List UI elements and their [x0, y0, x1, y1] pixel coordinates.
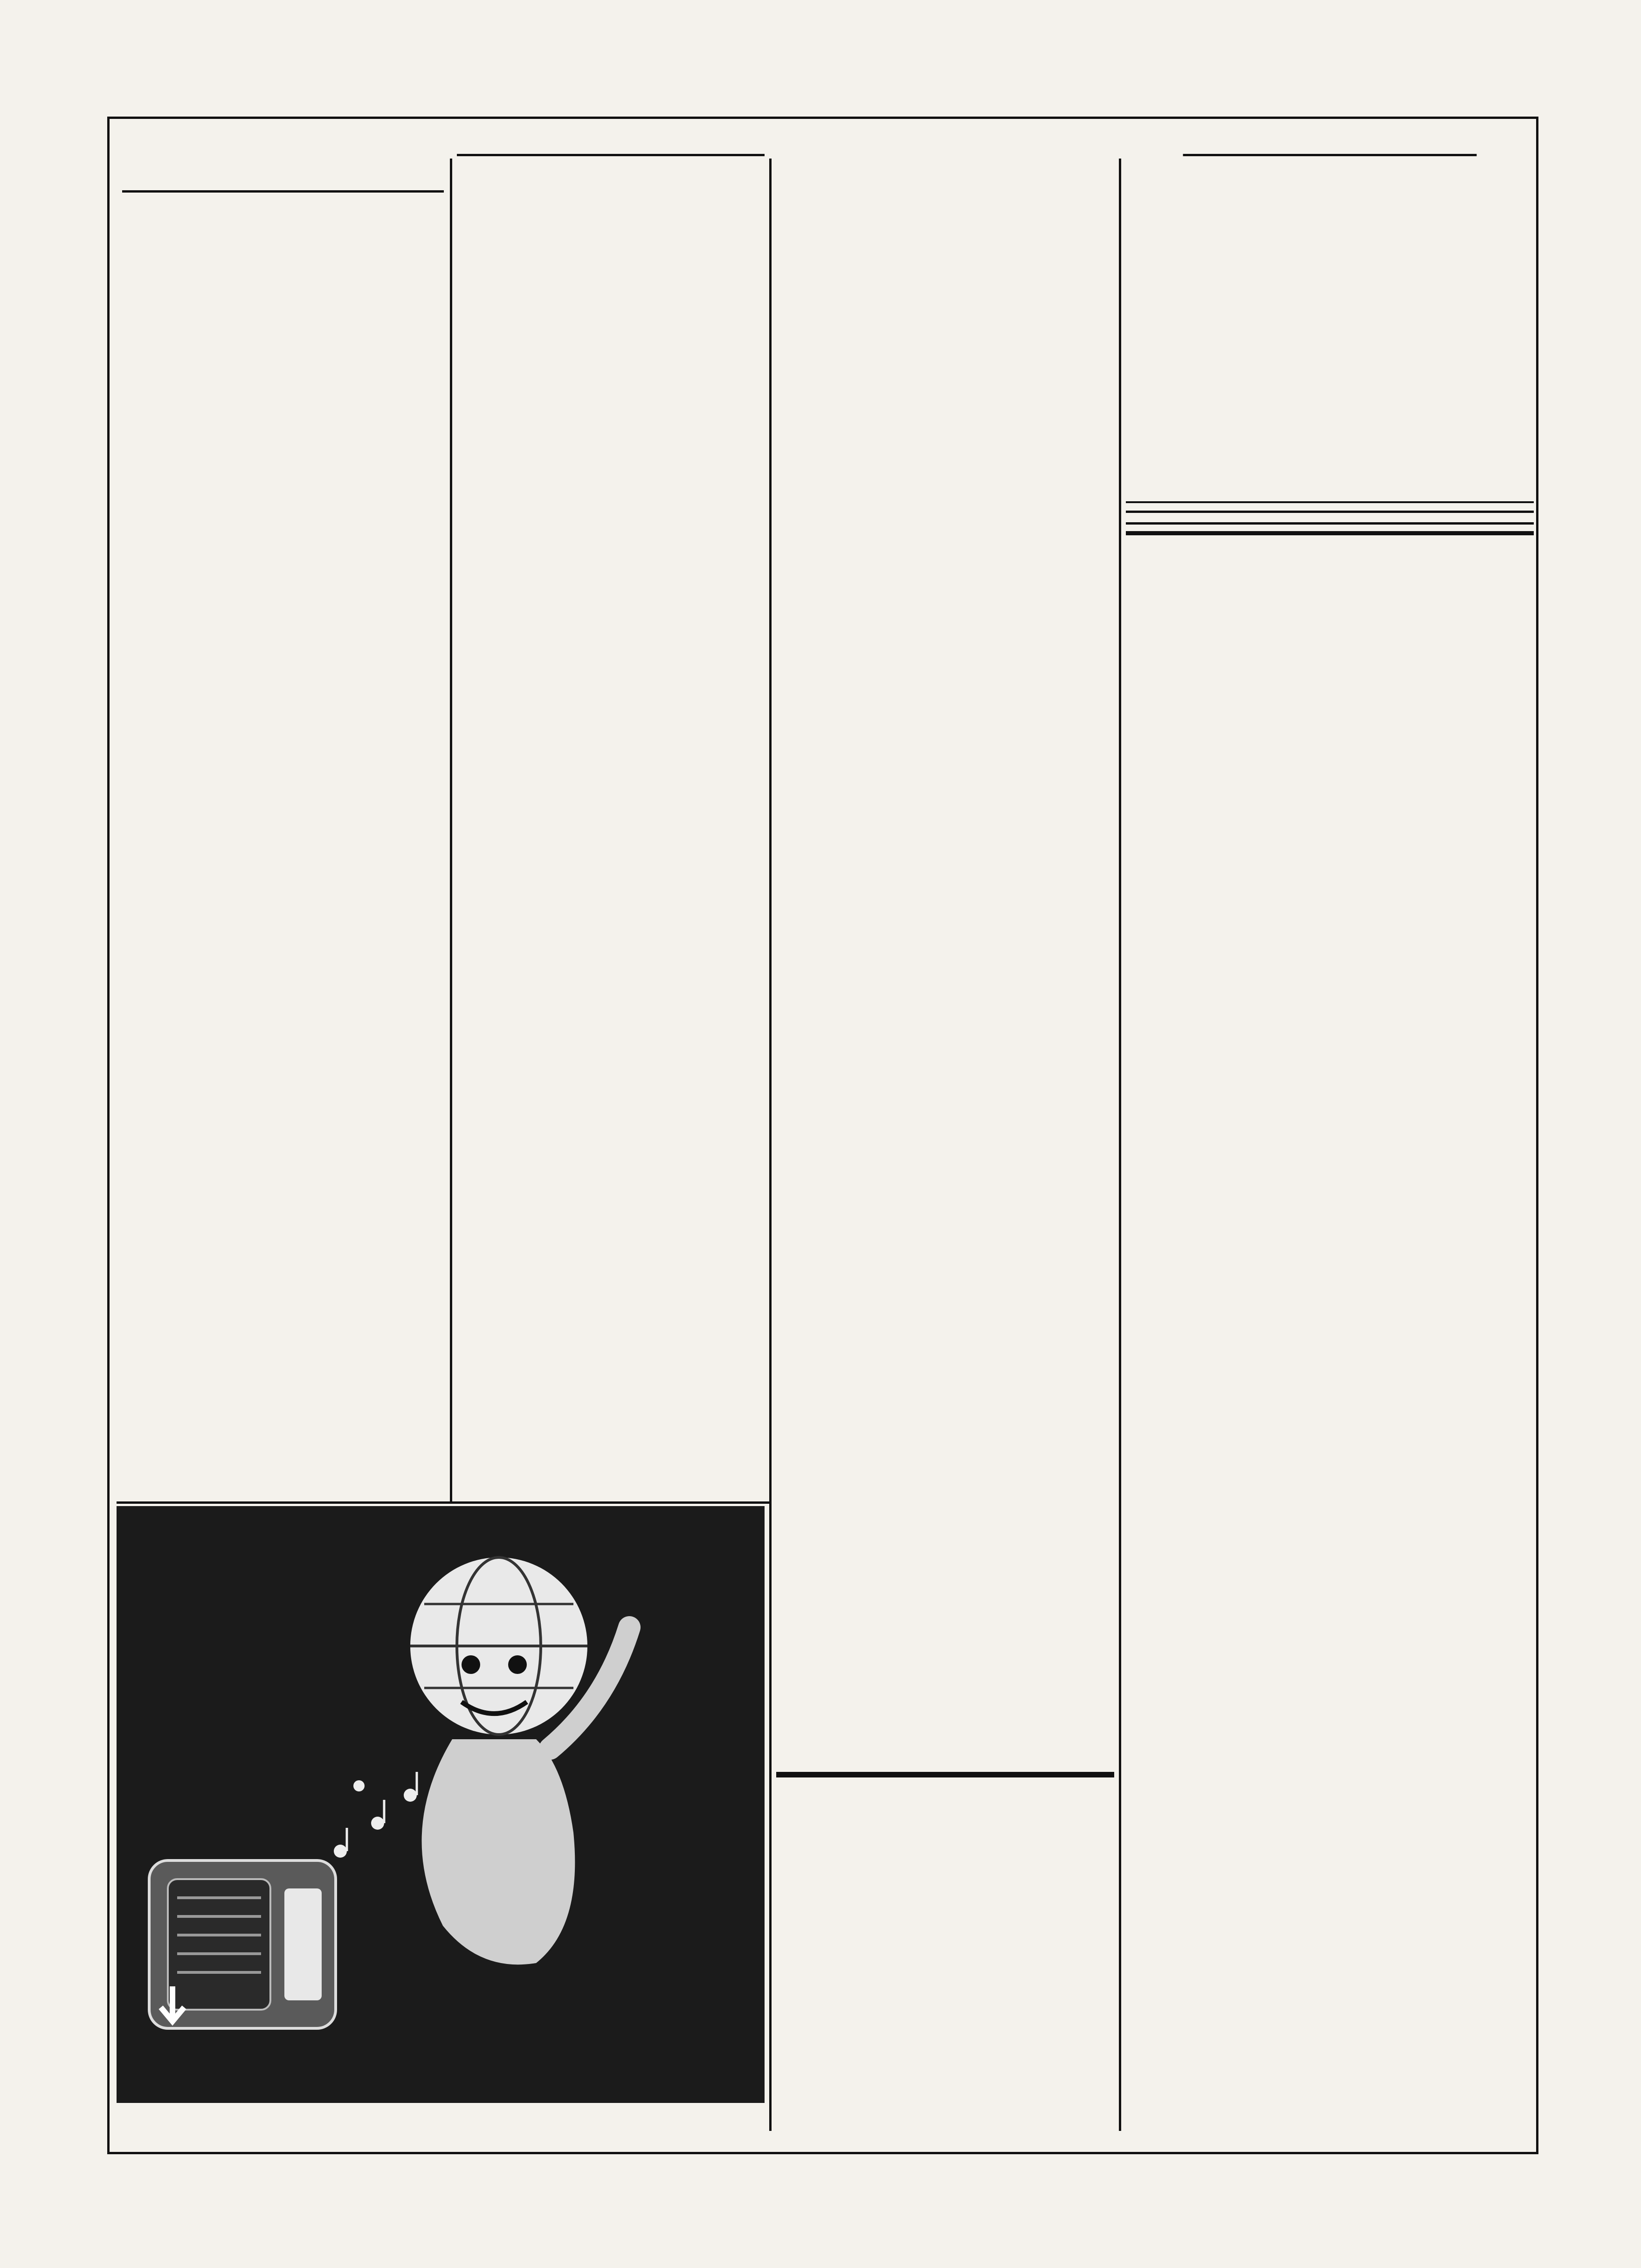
crossword-grid-area	[1126, 162, 1534, 498]
crossword-grid[interactable]	[1163, 190, 1480, 507]
column-divider	[769, 159, 772, 2131]
intendente-ad	[776, 1772, 1114, 2129]
music-banner	[457, 154, 765, 156]
masthead	[107, 56, 1534, 107]
ad-address-row	[776, 1776, 1114, 1777]
right-column	[1126, 154, 1534, 2131]
crossword-banner	[1183, 154, 1477, 156]
column-divider	[450, 159, 452, 1501]
globe-head-icon	[410, 1557, 587, 1735]
radio-set-icon	[149, 1860, 336, 2028]
luxor-illustration	[117, 1506, 765, 2103]
luxor-radio-ad	[117, 1506, 765, 2103]
section-divider	[117, 1501, 769, 1504]
column-divider	[1119, 159, 1121, 2131]
rossio-ad	[1126, 531, 1534, 535]
music-column-left	[457, 154, 765, 1497]
bombeiros-article	[1126, 522, 1534, 527]
ad-title	[1126, 533, 1534, 535]
sports-banner	[122, 187, 444, 193]
music-notes-icon	[334, 1772, 417, 1858]
limpeza-ad	[1126, 511, 1534, 518]
sports-column	[122, 187, 444, 1497]
